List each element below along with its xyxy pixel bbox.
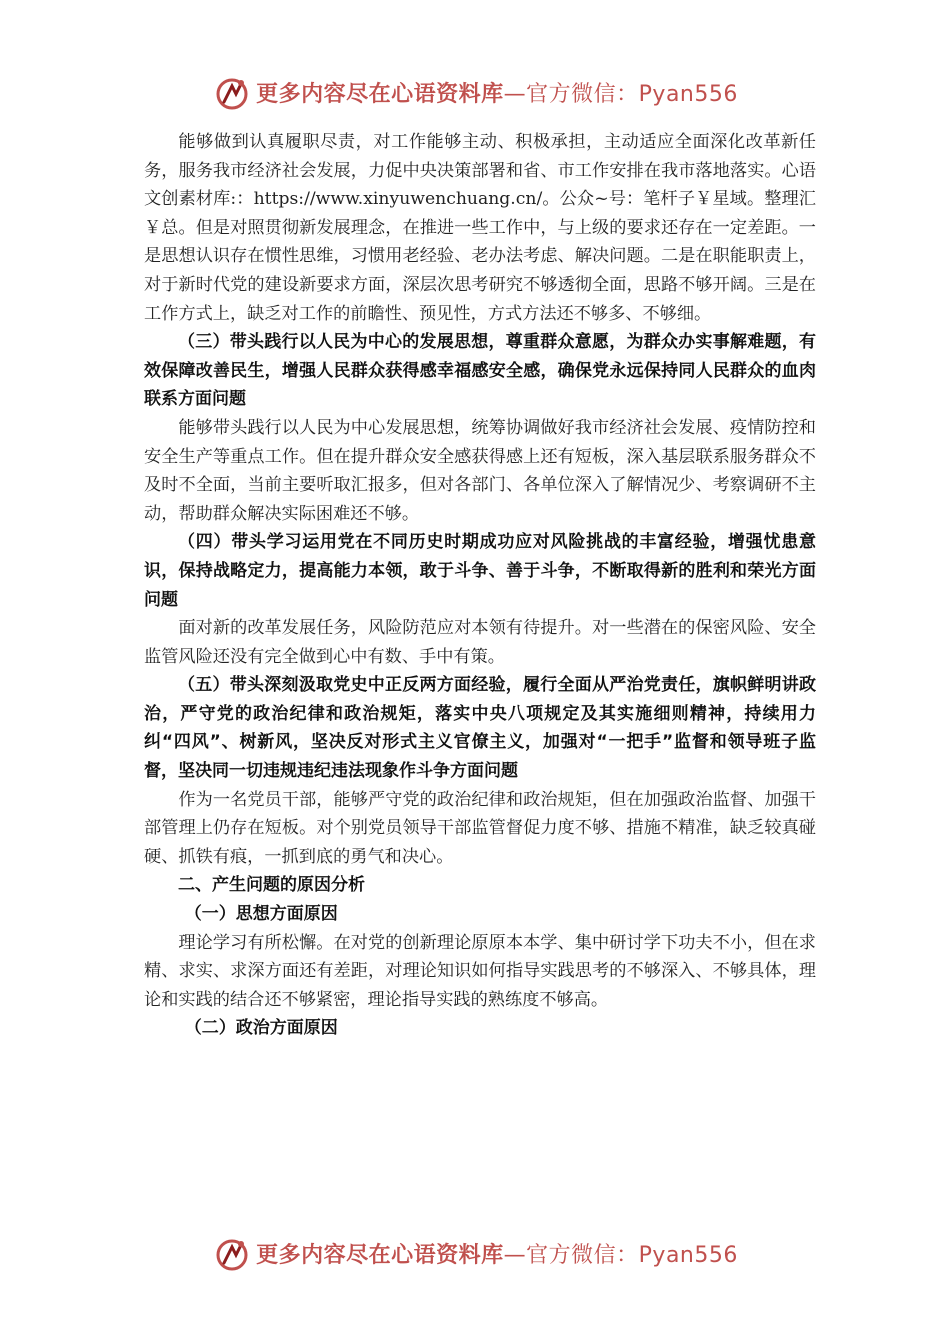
banner-text (256, 1238, 738, 1269)
heading-3: （三）带头践行以人民为中心的发展思想，尊重群众意愿，为群众办实事解难题，有效保障改善民生，增强人民群众获得感幸福感安全感，确保党永远保持同人民群众的血肉联系方面问题 (144, 332, 816, 410)
banner-part1: 更多内容尽在心语资料库 (256, 81, 504, 107)
paragraph-1: 能够做到认真履职尽责，对工作能够主动、积极承担，主动适应全面深化改革新任务，服务我市经济社会发展，力促中央决策部署和省、市工作安排在我市落地落实。心语文创素材库:：https://www.xinyuwenchuang.cn/。公众~号：笔杆子￥星域。整理汇￥总。但是对照贯彻新发展理念，在推进一些工作中，与上级的要求还存在一定差距。一是思想认识存在惯性思维，习惯用老经验、老办法考虑、解决问题。二是在职能职责上，对于新时代党的建设新要求方面，深层次思考研究不够透彻全面，思路不够开阔。三是在工作方式上，缺乏对工作的前瞻性、预见性，方式方法还不够多、不够细。 (144, 132, 816, 324)
logo-icon (212, 1233, 252, 1273)
banner-part3: Pyan556 (638, 1242, 738, 1268)
paragraph-5: 作为一名党员干部，能够严守党的政治纪律和政治规矩，但在加强政治监督、加强干部管理上仍存在短板。对个别党员领导干部监管督促力度不够、措施不精准，缺乏较真碰硬、抓铁有痕，一抓到底的勇气和决心。 (144, 789, 816, 867)
logo-icon (212, 72, 252, 112)
section-2-heading: 二、产生问题的原因分析 (178, 875, 365, 896)
subheading-1: （一）思想方面原因 (184, 904, 338, 925)
banner-part1: 更多内容尽在心语资料库 (256, 1242, 504, 1268)
footer-banner (0, 1231, 950, 1275)
paragraph-6: 理论学习有所松懈。在对党的创新理论原原本本学、集中研讨学下功夫不小，但在求精、求实、求深方面还有差距，对理论知识如何指导实践思考的不够深入、不够具体，理论和实践的结合还不够紧密，理论指导实践的熟练度不够高。 (144, 932, 816, 1010)
banner-part3: Pyan556 (638, 81, 738, 107)
paragraph-3: 能够带头践行以人民为中心发展思想，统筹协调做好我市经济社会发展、疫情防控和安全生产等重点工作。但在提升群众安全感获得感上还有短板，深入基层联系服务群众不及时不全面，当前主要听取汇报多，但对各部门、各单位深入了解情况少、考察调研不主动，帮助群众解决实际困难还不够。 (144, 417, 816, 524)
document-body (144, 128, 816, 1043)
banner-text (256, 77, 738, 108)
subheading-2: （二）政治方面原因 (184, 1018, 338, 1039)
banner-part2: —官方微信： (503, 81, 639, 107)
banner-part2: —官方微信： (503, 1242, 639, 1268)
header-banner (0, 70, 950, 114)
heading-5: （五）带头深刻汲取党史中正反两方面经验，履行全面从严治党责任，旗帜鲜明讲政治，严守党的政治纪律和政治规矩，落实中央八项规定及其实施细则精神，持续用力纠“四风”、树新风，坚决反对形式主义官僚主义，加强对“一把手”监督和领导班子监督，坚决同一切违规违纪违法现象作斗争方面问题 (144, 675, 816, 782)
heading-4: （四）带头学习运用党在不同历史时期成功应对风险挑战的丰富经验，增强忧患意识，保持战略定力，提高能力本领，敢于斗争、善于斗争，不断取得新的胜利和荣光方面问题 (144, 532, 816, 610)
paragraph-4: 面对新的改革发展任务，风险防范应对本领有待提升。对一些潜在的保密风险、安全监管风险还没有完全做到心中有数、手中有策。 (144, 618, 816, 667)
